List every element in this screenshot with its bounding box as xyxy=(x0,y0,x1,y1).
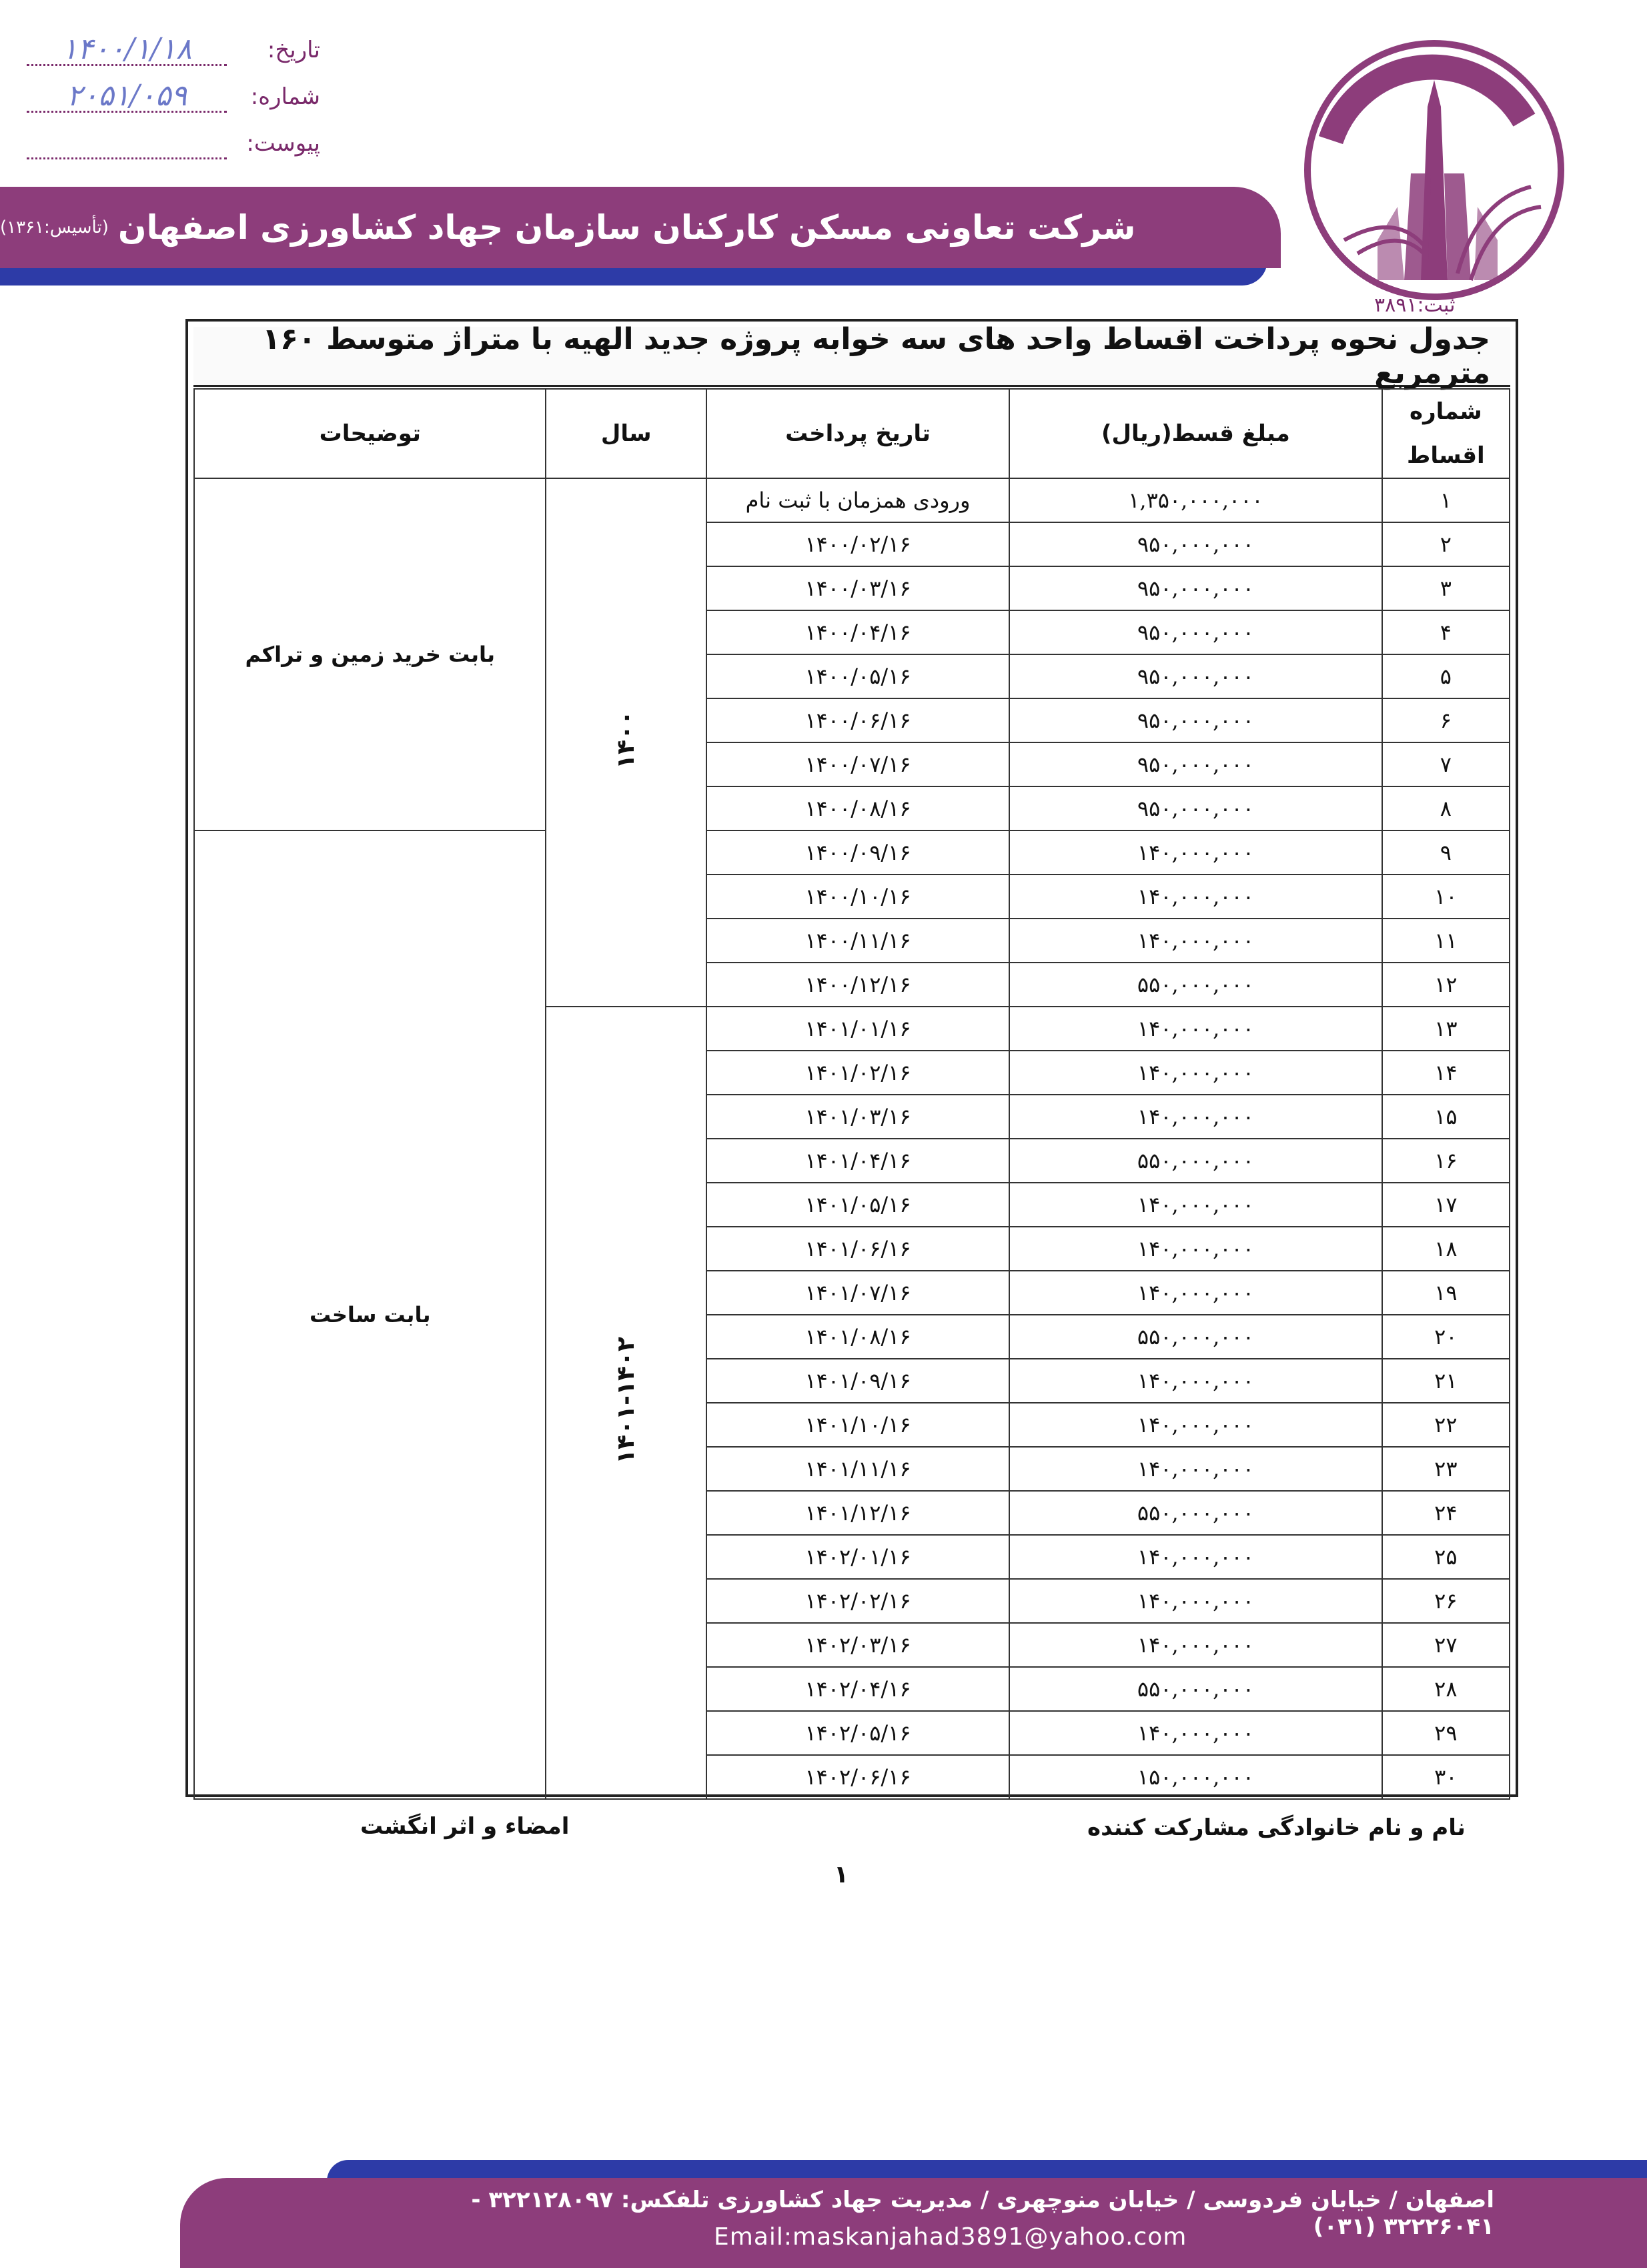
signature-label: امضاء و اثر انگشت xyxy=(360,1813,570,1840)
payment-date: ۱۴۰۱/۰۶/۱۶ xyxy=(706,1227,1009,1271)
letter-meta xyxy=(27,27,320,167)
installment-number: ۱۳ xyxy=(1382,1007,1510,1051)
installment-amount: ۹۵۰,۰۰۰,۰۰۰ xyxy=(1009,566,1382,610)
installment-number: ۲۳ xyxy=(1382,1447,1510,1491)
founded-year: (تأسیس:۱۳۶۱) xyxy=(0,217,109,237)
number-label: شماره: xyxy=(250,83,320,110)
payment-date: ۱۴۰۲/۰۶/۱۶ xyxy=(706,1755,1009,1799)
payment-date: ۱۴۰۲/۰۱/۱۶ xyxy=(706,1535,1009,1579)
installment-number: ۲۶ xyxy=(1382,1579,1510,1623)
installment-number: ۱۲ xyxy=(1382,963,1510,1007)
installment-amount: ۵۵۰,۰۰۰,۰۰۰ xyxy=(1009,1315,1382,1359)
installment-number: ۹ xyxy=(1382,830,1510,875)
installment-number: ۲۹ xyxy=(1382,1711,1510,1755)
date-label: تاریخ: xyxy=(267,37,320,63)
installment-amount: ۵۵۰,۰۰۰,۰۰۰ xyxy=(1009,1667,1382,1711)
payment-date: ۱۴۰۰/۰۶/۱۶ xyxy=(706,698,1009,742)
installment-amount: ۱۴۰,۰۰۰,۰۰۰ xyxy=(1009,1359,1382,1403)
number-row xyxy=(27,73,320,120)
page-number: ۱ xyxy=(834,1861,849,1888)
payment-date: ۱۴۰۱/۰۲/۱۶ xyxy=(706,1051,1009,1095)
installment-amount: ۱۴۰,۰۰۰,۰۰۰ xyxy=(1009,1403,1382,1447)
payment-date: ۱۴۰۲/۰۳/۱۶ xyxy=(706,1623,1009,1667)
attachment-label: پیوست: xyxy=(246,130,320,157)
payment-date: ۱۴۰۰/۰۸/۱۶ xyxy=(706,786,1009,830)
installment-number: ۱۵ xyxy=(1382,1095,1510,1139)
installment-amount: ۱۴۰,۰۰۰,۰۰۰ xyxy=(1009,1535,1382,1579)
header-description: توضیحات xyxy=(194,389,546,478)
payment-date: ۱۴۰۱/۱۱/۱۶ xyxy=(706,1447,1009,1491)
installment-amount: ۱۴۰,۰۰۰,۰۰۰ xyxy=(1009,1271,1382,1315)
year-group-label: ۱۴۰۰ xyxy=(612,710,640,769)
installment-amount: ۱۵۰,۰۰۰,۰۰۰ xyxy=(1009,1755,1382,1799)
header-date: تاریخ پرداخت xyxy=(706,389,1009,478)
payment-date: ۱۴۰۲/۰۵/۱۶ xyxy=(706,1711,1009,1755)
header-year: سال xyxy=(546,389,706,478)
description-group-cell: بابت ساخت xyxy=(194,830,546,1799)
payment-date: ۱۴۰۱/۰۸/۱۶ xyxy=(706,1315,1009,1359)
date-value: ۱۴۰۰/۱/۱۸ xyxy=(27,35,227,66)
installment-amount: ۹۵۰,۰۰۰,۰۰۰ xyxy=(1009,698,1382,742)
participant-name-label: نام و نام خانوادگی مشارکت کننده xyxy=(1087,1814,1466,1841)
payment-date: ۱۴۰۱/۱۰/۱۶ xyxy=(706,1403,1009,1447)
installment-amount: ۹۵۰,۰۰۰,۰۰۰ xyxy=(1009,786,1382,830)
table-row xyxy=(194,478,1510,522)
year-group-cell xyxy=(546,1007,706,1799)
footer-email: Email:maskanjahad3891@yahoo.com xyxy=(714,2223,1187,2251)
payment-date: ۱۴۰۰/۰۹/۱۶ xyxy=(706,830,1009,875)
installment-amount: ۱۴۰,۰۰۰,۰۰۰ xyxy=(1009,1579,1382,1623)
installment-amount: ۵۵۰,۰۰۰,۰۰۰ xyxy=(1009,963,1382,1007)
installment-amount: ۹۵۰,۰۰۰,۰۰۰ xyxy=(1009,742,1382,786)
payment-date: ۱۴۰۱/۰۴/۱۶ xyxy=(706,1139,1009,1183)
installment-number: ۲۴ xyxy=(1382,1491,1510,1535)
payment-date: ۱۴۰۰/۰۴/۱۶ xyxy=(706,610,1009,654)
installment-amount: ۹۵۰,۰۰۰,۰۰۰ xyxy=(1009,610,1382,654)
installment-number: ۲ xyxy=(1382,522,1510,566)
installment-number: ۸ xyxy=(1382,786,1510,830)
installment-amount: ۱۴۰,۰۰۰,۰۰۰ xyxy=(1009,830,1382,875)
registration-number: ثبت:۳۸۹۱ xyxy=(1374,294,1456,317)
number-value: ۲۰۵۱/۰۵۹ xyxy=(27,81,227,113)
installment-number: ۱۸ xyxy=(1382,1227,1510,1271)
table-body xyxy=(194,478,1510,1799)
installment-amount: ۱۴۰,۰۰۰,۰۰۰ xyxy=(1009,1227,1382,1271)
payment-date: ۱۴۰۰/۰۳/۱۶ xyxy=(706,566,1009,610)
payment-date: ۱۴۰۱/۰۳/۱۶ xyxy=(706,1095,1009,1139)
attachment-row xyxy=(27,120,320,167)
installment-number: ۲۱ xyxy=(1382,1359,1510,1403)
installment-amount: ۱۴۰,۰۰۰,۰۰۰ xyxy=(1009,1095,1382,1139)
payment-date: ۱۴۰۰/۱۲/۱۶ xyxy=(706,963,1009,1007)
installment-number: ۱۶ xyxy=(1382,1139,1510,1183)
installment-number: ۵ xyxy=(1382,654,1510,698)
payment-date: ۱۴۰۱/۰۷/۱۶ xyxy=(706,1271,1009,1315)
year-group-cell xyxy=(546,478,706,1007)
installment-amount: ۱۴۰,۰۰۰,۰۰۰ xyxy=(1009,1183,1382,1227)
installment-amount: ۱۴۰,۰۰۰,۰۰۰ xyxy=(1009,1711,1382,1755)
payment-date: ۱۴۰۲/۰۲/۱۶ xyxy=(706,1579,1009,1623)
installment-amount: ۵۵۰,۰۰۰,۰۰۰ xyxy=(1009,1139,1382,1183)
date-row xyxy=(27,27,320,73)
table-row xyxy=(194,830,1510,875)
payment-date: ۱۴۰۰/۰۲/۱۶ xyxy=(706,522,1009,566)
payment-date: ۱۴۰۰/۱۰/۱۶ xyxy=(706,875,1009,919)
installment-number: ۱۷ xyxy=(1382,1183,1510,1227)
year-group-label: ۱۴۰۱-۱۴۰۲ xyxy=(612,1336,640,1464)
installment-number: ۱۴ xyxy=(1382,1051,1510,1095)
installment-number: ۲۰ xyxy=(1382,1315,1510,1359)
installment-number: ۲۷ xyxy=(1382,1623,1510,1667)
payment-date: ۱۴۰۰/۰۵/۱۶ xyxy=(706,654,1009,698)
payment-date: ۱۴۰۱/۰۱/۱۶ xyxy=(706,1007,1009,1051)
installment-amount: ۱۴۰,۰۰۰,۰۰۰ xyxy=(1009,875,1382,919)
header-band xyxy=(0,187,1281,268)
payment-date: ۱۴۰۰/۱۱/۱۶ xyxy=(706,919,1009,963)
installment-table xyxy=(193,388,1510,1800)
installment-number: ۱۹ xyxy=(1382,1271,1510,1315)
installment-amount: ۱۴۰,۰۰۰,۰۰۰ xyxy=(1009,1447,1382,1491)
attachment-value xyxy=(27,128,227,159)
payment-date: ۱۴۰۱/۱۲/۱۶ xyxy=(706,1491,1009,1535)
installment-number: ۱۱ xyxy=(1382,919,1510,963)
installment-number: ۳۰ xyxy=(1382,1755,1510,1799)
header-number: شماره اقساط xyxy=(1382,389,1510,478)
header-amount: مبلغ قسط(ریال) xyxy=(1009,389,1382,478)
installment-number: ۶ xyxy=(1382,698,1510,742)
installment-number: ۲۸ xyxy=(1382,1667,1510,1711)
installment-amount: ۱۴۰,۰۰۰,۰۰۰ xyxy=(1009,1623,1382,1667)
installment-amount: ۵۵۰,۰۰۰,۰۰۰ xyxy=(1009,1491,1382,1535)
payment-date: ورودی همزمان با ثبت نام xyxy=(706,478,1009,522)
installment-amount: ۱۴۰,۰۰۰,۰۰۰ xyxy=(1009,1007,1382,1051)
company-tower-logo-icon xyxy=(1304,40,1564,300)
payment-date: ۱۴۰۲/۰۴/۱۶ xyxy=(706,1667,1009,1711)
installment-amount: ۱,۳۵۰,۰۰۰,۰۰۰ xyxy=(1009,478,1382,522)
installment-amount: ۱۴۰,۰۰۰,۰۰۰ xyxy=(1009,919,1382,963)
installment-amount: ۱۴۰,۰۰۰,۰۰۰ xyxy=(1009,1051,1382,1095)
payment-date: ۱۴۰۱/۰۵/۱۶ xyxy=(706,1183,1009,1227)
footer-address: اصفهان / خیابان فردوسی / خیابان منوچهری / مدیریت جهاد کشاورزی تلفکس: ۳۲۲۱۲۸۰۹۷ - ۳۲۲۲۶۰۴۱ (۰۳۱) xyxy=(471,2187,1494,2240)
table-header-row xyxy=(194,389,1510,478)
description-group-cell: بابت خرید زمین و تراکم xyxy=(194,478,546,830)
installment-amount: ۹۵۰,۰۰۰,۰۰۰ xyxy=(1009,654,1382,698)
installment-number: ۱ xyxy=(1382,478,1510,522)
payment-date: ۱۴۰۱/۰۹/۱۶ xyxy=(706,1359,1009,1403)
installment-number: ۴ xyxy=(1382,610,1510,654)
installment-number: ۱۰ xyxy=(1382,875,1510,919)
payment-date: ۱۴۰۰/۰۷/۱۶ xyxy=(706,742,1009,786)
installment-number: ۲۲ xyxy=(1382,1403,1510,1447)
installment-number: ۷ xyxy=(1382,742,1510,786)
company-name: شرکت تعاونی مسکن کارکنان سازمان جهاد کشاورزی اصفهان xyxy=(117,208,1136,247)
installment-amount: ۹۵۰,۰۰۰,۰۰۰ xyxy=(1009,522,1382,566)
installment-number: ۲۵ xyxy=(1382,1535,1510,1579)
table-caption: جدول نحوه پرداخت اقساط واحد های سه خوابه پروژه جدید الهیه با متراژ متوسط ۱۶۰ مترمربع xyxy=(193,327,1510,387)
installment-number: ۳ xyxy=(1382,566,1510,610)
